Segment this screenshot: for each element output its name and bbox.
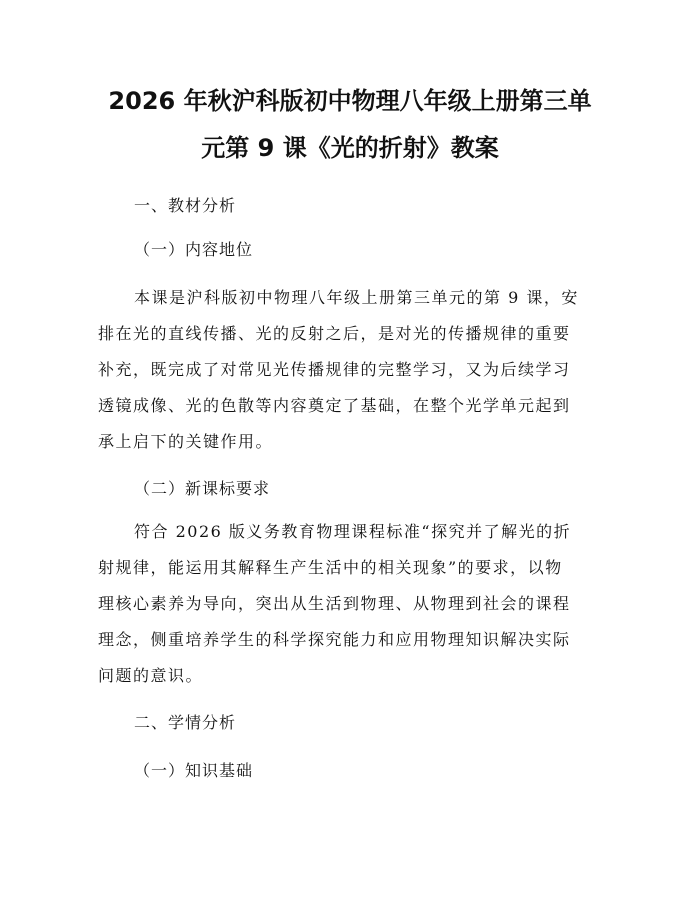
- paragraph-line: 排在光的直线传播、光的反射之后，是对光的传播规律的重要: [98, 324, 571, 343]
- document-title-line-1: 2026 年秋沪科版初中物理八年级上册第三单: [108, 87, 592, 115]
- paragraph-line: 理念，侧重培养学生的科学探究能力和应用物理知识解决实际: [98, 630, 571, 649]
- paragraph-content-position: [98, 287, 608, 467]
- paragraph-line: 补充，既完成了对常见光传播规律的完整学习，又为后续学习: [98, 360, 571, 379]
- document-title-line-2: 元第 9 课《光的折射》教案: [201, 134, 499, 162]
- section-heading-textbook-analysis: 一、教材分析: [134, 196, 237, 215]
- paragraph-line: 射规律，能运用其解释生产生活中的相关现象”的要求，以物: [98, 558, 563, 577]
- subsection-heading-knowledge-foundation: （一）知识基础: [134, 761, 254, 780]
- paragraph-curriculum-requirements: [98, 521, 608, 701]
- paragraph-line: 问题的意识。: [98, 666, 204, 685]
- subsection-heading-curriculum-requirements: （二）新课标要求: [134, 479, 271, 498]
- paragraph-line: 透镜成像、光的色散等内容奠定了基础，在整个光学单元起到: [98, 396, 571, 415]
- paragraph-line: 符合 2026 版义务教育物理课程标准“探究并了解光的折: [134, 522, 572, 541]
- paragraph-line: 承上启下的关键作用。: [98, 432, 274, 451]
- paragraph-line: 本课是沪科版初中物理八年级上册第三单元的第 9 课，安: [134, 288, 579, 307]
- paragraph-line: 理核心素养为导向，突出从生活到物理、从物理到社会的课程: [98, 594, 571, 613]
- subsection-heading-content-position: （一）内容地位: [134, 240, 254, 259]
- section-heading-learner-analysis: 二、学情分析: [134, 713, 237, 732]
